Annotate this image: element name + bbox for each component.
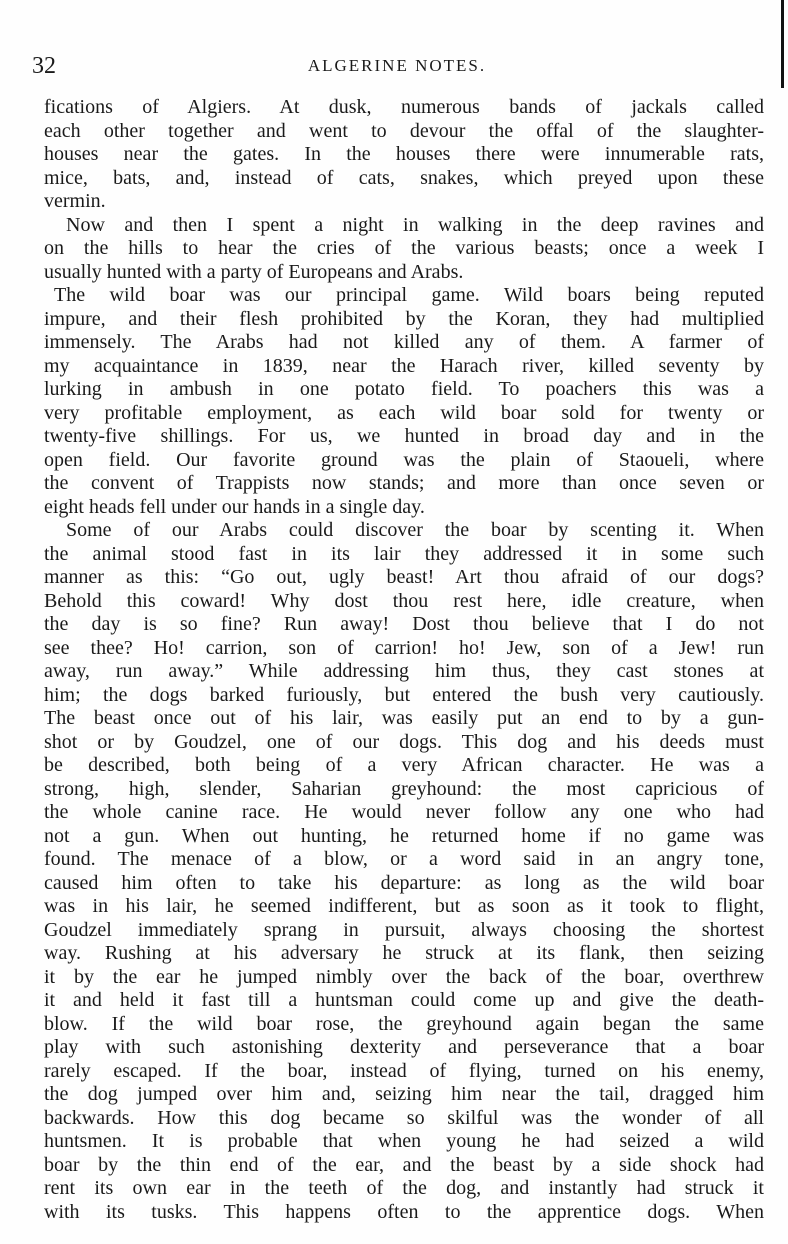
text-line: way. Rushing at his adversary he struck at its flank, then seizing: [44, 942, 764, 964]
text-line: Behold this coward! Why dost thou rest here, idle creature, when: [44, 589, 764, 612]
text-line: was in his lair, he seemed indifferent, but as soon as it took to flight,: [44, 895, 764, 917]
text-line: him; the dogs barked furiously, but entered the bush very cautiously.: [44, 683, 764, 706]
text-line: Goudzel immediately sprang in pursuit, always choosing the shortest: [44, 918, 764, 941]
text-line: boar by the thin end of the ear, and the beast by a side shock had: [44, 1153, 764, 1176]
body-text: [44, 96, 764, 1224]
text-line: houses near the gates. In the houses there were innumerable rats,: [44, 143, 764, 165]
text-line: impure, and their flesh prohibited by the Koran, they had multiplied: [44, 307, 764, 330]
text-line: vermin.: [44, 190, 106, 212]
text-line: each other together and went to devour the offal of the slaughter-: [44, 119, 764, 142]
text-line: twenty-five shillings. For us, we hunted in broad day and in the: [44, 425, 764, 447]
text-line: manner as this: “Go out, ugly beast! Art thou afraid of our dogs?: [44, 566, 764, 588]
text-line: The beast once out of his lair, was easily put an end to by a gun-: [44, 707, 764, 729]
text-line: rent its own ear in the teeth of the dog, and instantly had struck it: [44, 1177, 764, 1199]
text-line: away, run away.” While addressing him thus, they cast stones at: [44, 660, 764, 682]
text-line: shot or by Goudzel, one of our dogs. This dog and his deeds must: [44, 730, 764, 753]
text-line: very profitable employment, as each wild boar sold for twenty or: [44, 401, 764, 424]
text-line: my acquaintance in 1839, near the Harach river, killed seventy by: [44, 354, 764, 377]
text-line: it and held it fast till a huntsman could come up and give the death-: [44, 989, 764, 1011]
text-line: Some of our Arabs could discover the boar by scenting it. When: [66, 519, 764, 541]
text-line: eight heads fell under our hands in a single day.: [44, 495, 425, 518]
text-line: mice, bats, and, instead of cats, snakes, which preyed upon these: [44, 166, 764, 189]
text-line: not a gun. When out hunting, he returned home if no game was: [44, 824, 764, 847]
text-line: be described, both being of a very African character. He was a: [44, 754, 764, 776]
text-line: the convent of Trappists now stands; and more than once seven or: [44, 472, 764, 494]
text-line: found. The menace of a blow, or a word said in an angry tone,: [44, 848, 764, 870]
page-number: 32: [32, 53, 56, 79]
text-line: Now and then I spent a night in walking in the deep ravines and: [66, 213, 764, 236]
running-head: ALGERINE NOTES.: [307, 56, 487, 75]
text-line: the dog jumped over him and, seizing him near the tail, dragged him: [44, 1083, 764, 1105]
text-line: open field. Our favorite ground was the plain of Staoueli, where: [44, 448, 764, 471]
text-line: backwards. How this dog became so skilful was the wonder of all: [44, 1106, 764, 1129]
text-line: see thee? Ho! carrion, son of carrion! ho! Jew, son of a Jew! run: [44, 636, 764, 659]
text-line: play with such astonishing dexterity and perseverance that a boar: [44, 1036, 764, 1058]
page-header: [32, 52, 762, 82]
text-line: huntsmen. It is probable that when young he had seized a wild: [44, 1130, 764, 1152]
text-line: the day is so fine? Run away! Dost thou believe that I do not: [44, 613, 764, 635]
text-line: strong, high, slender, Saharian greyhound: the most capricious of: [44, 777, 764, 800]
text-line: usually hunted with a party of Europeans and Arabs.: [44, 260, 464, 283]
text-line: fications of Algiers. At dusk, numerous bands of jackals called: [44, 96, 764, 118]
text-line: the whole canine race. He would never follow any one who had: [44, 801, 764, 823]
page-edge-rule: [781, 0, 784, 88]
text-line: caused him often to take his departure: as long as the wild boar: [44, 871, 764, 894]
text-line: lurking in ambush in one potato field. To poachers this was a: [44, 378, 764, 400]
text-line: immensely. The Arabs had not killed any of them. A farmer of: [44, 331, 764, 353]
text-line: on the hills to hear the cries of the various beasts; once a week I: [44, 237, 764, 259]
text-line: The wild boar was our principal game. Wild boars being reputed: [54, 284, 764, 306]
text-line: the animal stood fast in its lair they addressed it in some such: [44, 542, 764, 565]
text-line: it by the ear he jumped nimbly over the back of the boar, overthrew: [44, 965, 764, 988]
text-line: rarely escaped. If the boar, instead of flying, turned on his enemy,: [44, 1059, 764, 1082]
text-line: with its tusks. This happens often to the apprentice dogs. When: [44, 1200, 764, 1223]
text-line: blow. If the wild boar rose, the greyhound again began the same: [44, 1012, 764, 1035]
